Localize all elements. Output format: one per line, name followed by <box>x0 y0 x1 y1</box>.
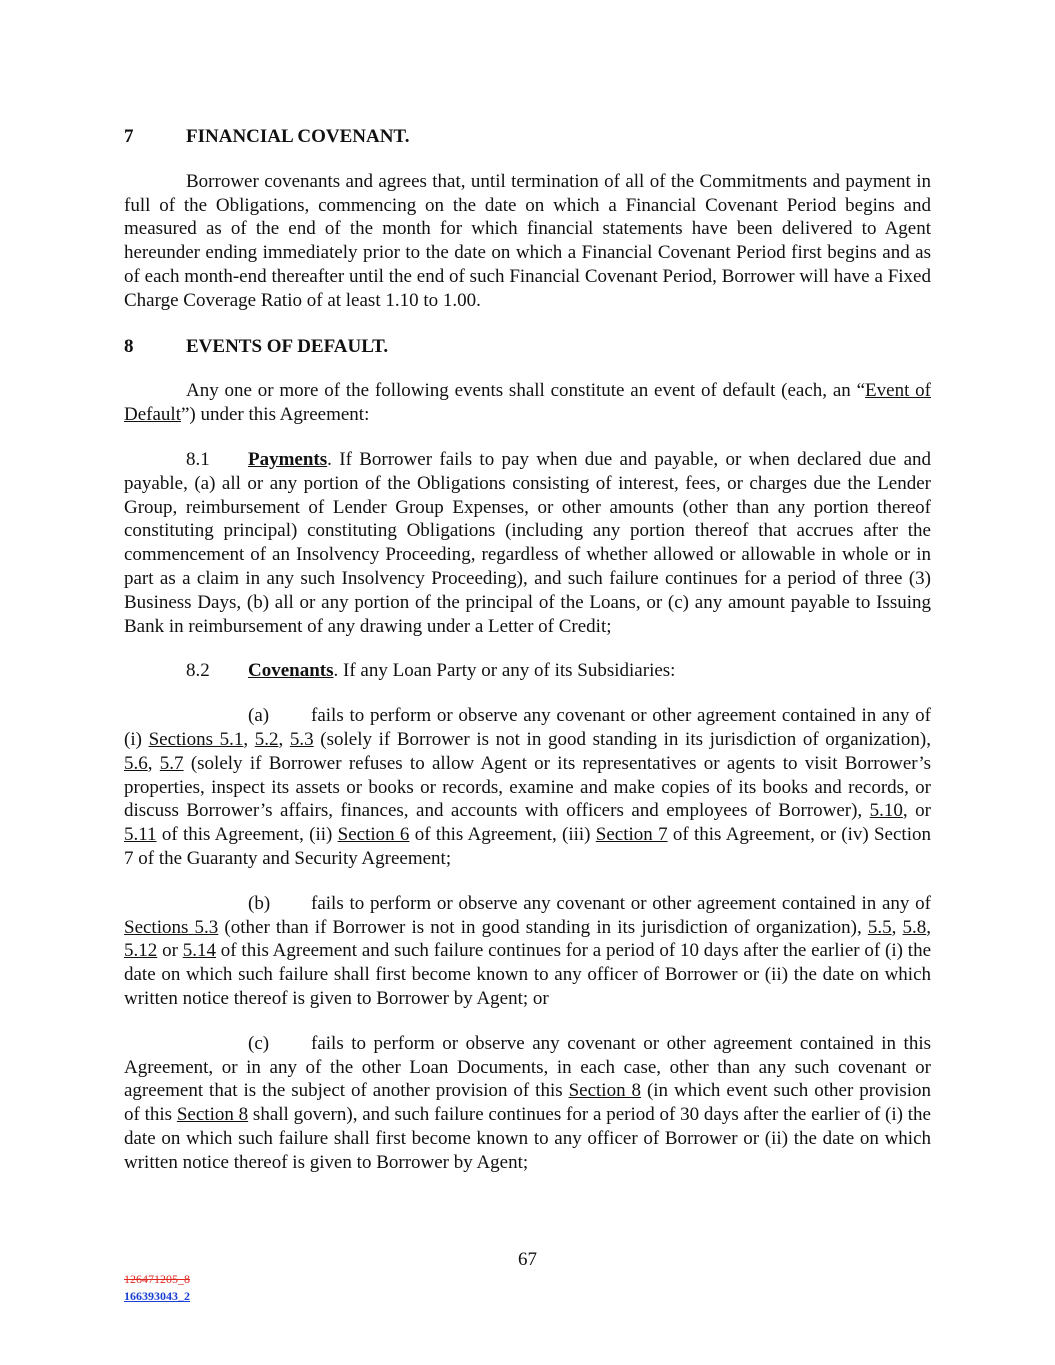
section-title: EVENTS OF DEFAULT. <box>186 335 389 357</box>
subclause-label: (a) <box>248 705 270 727</box>
cross-reference: Section 8 <box>568 1080 642 1102</box>
cross-reference: Sections 5.1 <box>148 728 244 750</box>
defined-term: Event of Default <box>124 380 931 426</box>
subclause-b: (b) fails to perform or observe any covenant or other agreement contained in any of Sections 5.3 (other than if Borrower is not in good standing in its jurisdiction of organization), 5.5, 5.8, 5.12 or 5.14 of this Agreement and such failure continues for a period of 10 days after the earlier of (i) the date on which such failure shall first become known to any officer of Borrower or (ii) the date on which written notice thereof is given to Borrower by Agent; or <box>124 892 932 1009</box>
cross-reference: 5.7 <box>159 752 184 774</box>
clause-number: 8.1 <box>186 448 210 470</box>
subclause-c: (c) fails to perform or observe any covenant or other agreement contained in this Agreement, or in any of the other Loan Documents, in each case, other than any such covenant or agreement that is the subject of another provision of this Section 8 (in which event such other provision of this Section 8 shall govern), and such failure continues for a period of 30 days after the earlier of (i) the date on which such failure shall first become known to any officer of Borrower or (ii) the date on which written notice thereof is given to Borrower by Agent; <box>124 1032 931 1173</box>
section-7-heading <box>124 125 931 149</box>
cross-reference: 5.10 <box>869 800 903 822</box>
section-8-intro: Any one or more of the following events shall constitute an event of default (each, an “Event of Default”) under this Agreement: <box>124 380 931 426</box>
clause-title: Covenants <box>248 660 334 682</box>
cross-reference: Sections 5.3 <box>124 916 219 938</box>
page-number: 67 <box>518 1249 537 1270</box>
section-number: 7 <box>124 126 134 147</box>
section-number: 8 <box>124 335 134 357</box>
cross-reference: 5.14 <box>182 940 216 962</box>
cross-reference: 5.3 <box>289 728 314 750</box>
cross-reference: 5.6 <box>124 752 148 774</box>
deleted-document-id: 126471205_8 <box>124 1272 190 1286</box>
subclause-label: (c) <box>248 1032 270 1054</box>
subclause-label: (b) <box>248 892 271 914</box>
clause-number: 8.2 <box>186 660 210 682</box>
clause-title: Payments <box>248 448 328 470</box>
cross-reference: 5.5 <box>867 916 892 938</box>
subclause-a: (a) fails to perform or observe any covenant or other agreement contained in any of (i) Sections 5.1, 5.2, 5.3 (solely if Borrower is not in good standing in its jurisdiction of organization), 5.6, 5.7 (solely if Borrower refuses to allow Agent or its representatives or agents to visit Borrower’s properties, inspect its assets or books or records, examine and make copies of its books and records, or discuss Borrower’s affairs, finances, and accounts with officers and employees of Borrower), 5.10, or 5.11 of this Agreement, (ii) Section 6 of this Agreement, (iii) Section 7 of this Agreement, or (iv) Section 7 of the Guaranty and Security Agreement; <box>124 705 932 869</box>
document-body <box>124 125 931 1174</box>
cross-reference: 5.2 <box>254 728 279 750</box>
cross-reference: 5.12 <box>124 940 158 962</box>
clause-8-2: 8.2 Covenants. If any Loan Party or any of its Subsidiaries: <box>186 660 676 682</box>
section-7-body: Borrower covenants and agrees that, until termination of all of the Commitments and payment in full of the Obligations, commencing on the date on which a Financial Covenant Period begins and measured as of the end of the month for which financial statements have been delivered to Agent hereunder ending immediately prior to the date on which a Financial Covenant Period first begins and as of each month-end thereafter until the end of such Financial Covenant Period, Borrower will have a Fixed Charge Coverage Ratio of at least 1.10 to 1.00. <box>124 170 931 311</box>
cross-reference: 5.8 <box>902 916 927 938</box>
inserted-document-id: 166393043_2 <box>124 1289 190 1303</box>
cross-reference: 5.11 <box>124 824 157 846</box>
section-8-heading <box>124 335 931 359</box>
cross-reference: Section 8 <box>176 1104 249 1126</box>
section-title: FINANCIAL COVENANT. <box>186 126 410 147</box>
cross-reference: Section 7 <box>595 824 668 846</box>
cross-reference: Section 6 <box>337 824 410 846</box>
clause-8-1: 8.1 Payments. If Borrower fails to pay when due and payable, or when declared due and payable, (a) all or any portion of the Obligations consisting of interest, fees, or charges due the Lender Group, reimbursement of Lender Group Expenses, or other amounts (other than any portion thereof constituting principal) constituting Obligations (including any portion thereof that accrues after the commencement of an Insolvency Proceeding, regardless of whether allowed or allowable in whole or in part as a claim in any such Insolvency Proceeding), and such failure continues for a period of three (3) Business Days, (b) all or any portion of the principal of the Loans, or (c) any amount payable to Issuing Bank in reimbursement of any drawing under a Letter of Credit; <box>124 448 931 637</box>
